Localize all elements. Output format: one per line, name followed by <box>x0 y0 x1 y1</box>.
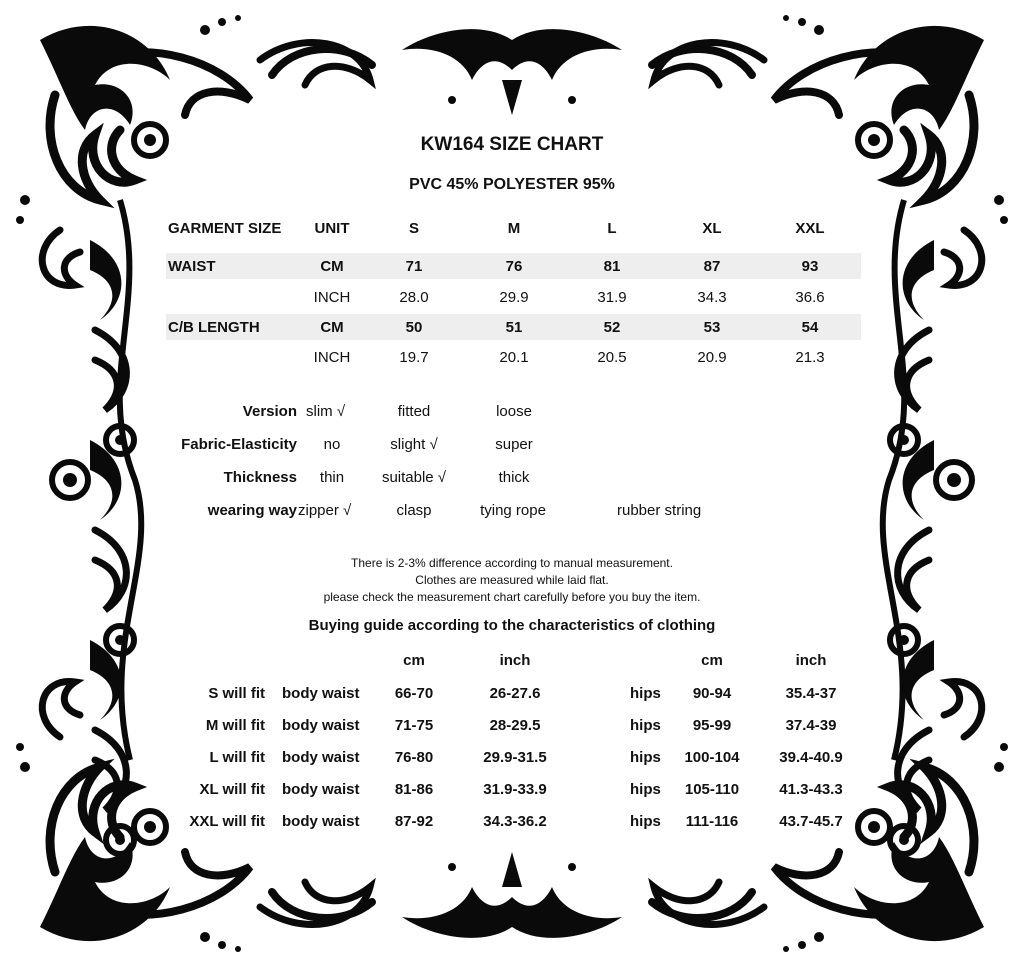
guide-waist-cm: 87-92 <box>394 813 434 830</box>
guide-body-waist: body waist <box>282 717 360 734</box>
guide-hips-cm: 95-99 <box>692 717 732 734</box>
table-cell: 29.9 <box>499 289 529 306</box>
attribute-label-thickness: Thickness <box>223 469 297 486</box>
attribute-option: rubber string <box>617 502 702 519</box>
guide-hips-cm: 105-110 <box>684 781 740 798</box>
attribute-label-version: Version <box>242 403 297 420</box>
attribute-option: slim √ <box>306 403 346 420</box>
buying-guide-title: Buying guide according to the characteristics of clothing <box>308 617 716 634</box>
material-composition: PVC 45% POLYESTER 95% <box>409 176 615 193</box>
guide-body-waist: body waist <box>282 749 360 766</box>
table-cell: 50 <box>405 319 423 336</box>
guide-body-waist: body waist <box>282 781 360 798</box>
guide-waist-inch: 28-29.5 <box>489 717 541 734</box>
guide-fit: XL will fit <box>199 781 265 798</box>
table-cell: 20.5 <box>597 349 627 366</box>
row-unit: CM <box>320 258 344 275</box>
guide-header-hips-inch: inch <box>795 652 827 669</box>
guide-hips-inch: 41.3-43.3 <box>779 781 843 798</box>
guide-hips-inch: 43.7-45.7 <box>779 813 843 830</box>
guide-fit: L will fit <box>209 749 265 766</box>
guide-hips-cm: 90-94 <box>692 685 732 702</box>
guide-header-waist-inch: inch <box>499 652 531 669</box>
guide-hips: hips <box>630 781 661 798</box>
table-cell: 87 <box>703 258 721 275</box>
table-cell: 31.9 <box>597 289 627 306</box>
note-line: please check the measurement chart carefully before you buy the item. <box>323 590 701 604</box>
table-cell: 52 <box>603 319 621 336</box>
guide-hips: hips <box>630 813 661 830</box>
guide-body-waist: body waist <box>282 813 360 830</box>
guide-body-waist: body waist <box>282 685 360 702</box>
table-cell: 71 <box>405 258 423 275</box>
attribute-label-fabric-elasticity: Fabric-Elasticity <box>181 436 297 453</box>
table-header-garment-size: GARMENT SIZE <box>168 220 282 237</box>
table-cell: 93 <box>801 258 819 275</box>
attribute-label-wearing-way: wearing way <box>207 502 297 519</box>
guide-waist-cm: 76-80 <box>394 749 434 766</box>
table-cell: 34.3 <box>697 289 727 306</box>
guide-header-waist-cm: cm <box>403 652 425 669</box>
table-header-size-xl: XL <box>702 220 722 237</box>
row-label-cb-length: C/B LENGTH <box>168 319 260 336</box>
attribute-option: fitted <box>397 403 431 420</box>
row-label-waist: WAIST <box>168 258 216 275</box>
frame-top-center <box>272 29 752 115</box>
table-header-size-s: S <box>408 220 419 237</box>
table-cell: 81 <box>603 258 621 275</box>
attribute-option: thin <box>319 469 345 486</box>
table-cell: 21.3 <box>795 349 825 366</box>
table-cell: 51 <box>505 319 523 336</box>
guide-waist-inch: 31.9-33.9 <box>483 781 547 798</box>
guide-hips-cm: 100-104 <box>684 749 740 766</box>
attribute-option: tying rope <box>480 502 546 519</box>
guide-waist-cm: 81-86 <box>394 781 434 798</box>
row-unit: CM <box>320 319 344 336</box>
table-header-unit: UNIT <box>314 220 350 237</box>
attribute-option: super <box>495 436 533 453</box>
guide-waist-inch: 26-27.6 <box>489 685 541 702</box>
guide-hips-cm: 111-116 <box>685 813 739 830</box>
guide-hips-inch: 37.4-39 <box>785 717 837 734</box>
attribute-option: zipper √ <box>298 502 352 519</box>
table-header-size-l: L <box>607 220 617 237</box>
table-cell: 20.9 <box>697 349 727 366</box>
guide-hips: hips <box>630 685 661 702</box>
attribute-option: thick <box>498 469 530 486</box>
guide-header-hips-cm: cm <box>701 652 723 669</box>
table-cell: 53 <box>703 319 721 336</box>
table-header-size-m: M <box>507 220 521 237</box>
attribute-option: suitable √ <box>381 469 447 486</box>
attribute-option: loose <box>496 403 532 420</box>
guide-hips: hips <box>630 717 661 734</box>
guide-waist-inch: 29.9-31.5 <box>483 749 547 766</box>
guide-fit: XXL will fit <box>189 813 265 830</box>
table-cell: 54 <box>801 319 819 336</box>
guide-hips-inch: 35.4-37 <box>785 685 837 702</box>
table-cell: 20.1 <box>499 349 529 366</box>
attribute-option: slight √ <box>390 436 438 453</box>
guide-waist-inch: 34.3-36.2 <box>483 813 547 830</box>
note-line: Clothes are measured while laid flat. <box>415 573 609 587</box>
attribute-option: clasp <box>396 502 432 519</box>
guide-fit: M will fit <box>205 717 265 734</box>
table-cell: 36.6 <box>795 289 825 306</box>
guide-waist-cm: 66-70 <box>394 685 434 702</box>
table-header-size-xxl: XXL <box>795 220 825 237</box>
table-cell: 19.7 <box>399 349 429 366</box>
guide-hips-inch: 39.4-40.9 <box>779 749 843 766</box>
note-line: There is 2-3% difference according to manual measurement. <box>351 556 673 570</box>
guide-fit: S will fit <box>208 685 265 702</box>
frame-bottom-center <box>272 852 752 938</box>
guide-waist-cm: 71-75 <box>394 717 434 734</box>
table-cell: 76 <box>505 258 523 275</box>
guide-hips: hips <box>630 749 661 766</box>
attribute-option: no <box>323 436 341 453</box>
chart-title: KW164 SIZE CHART <box>420 134 604 155</box>
row-unit: INCH <box>313 289 351 306</box>
row-unit: INCH <box>313 349 351 366</box>
table-cell: 28.0 <box>399 289 429 306</box>
